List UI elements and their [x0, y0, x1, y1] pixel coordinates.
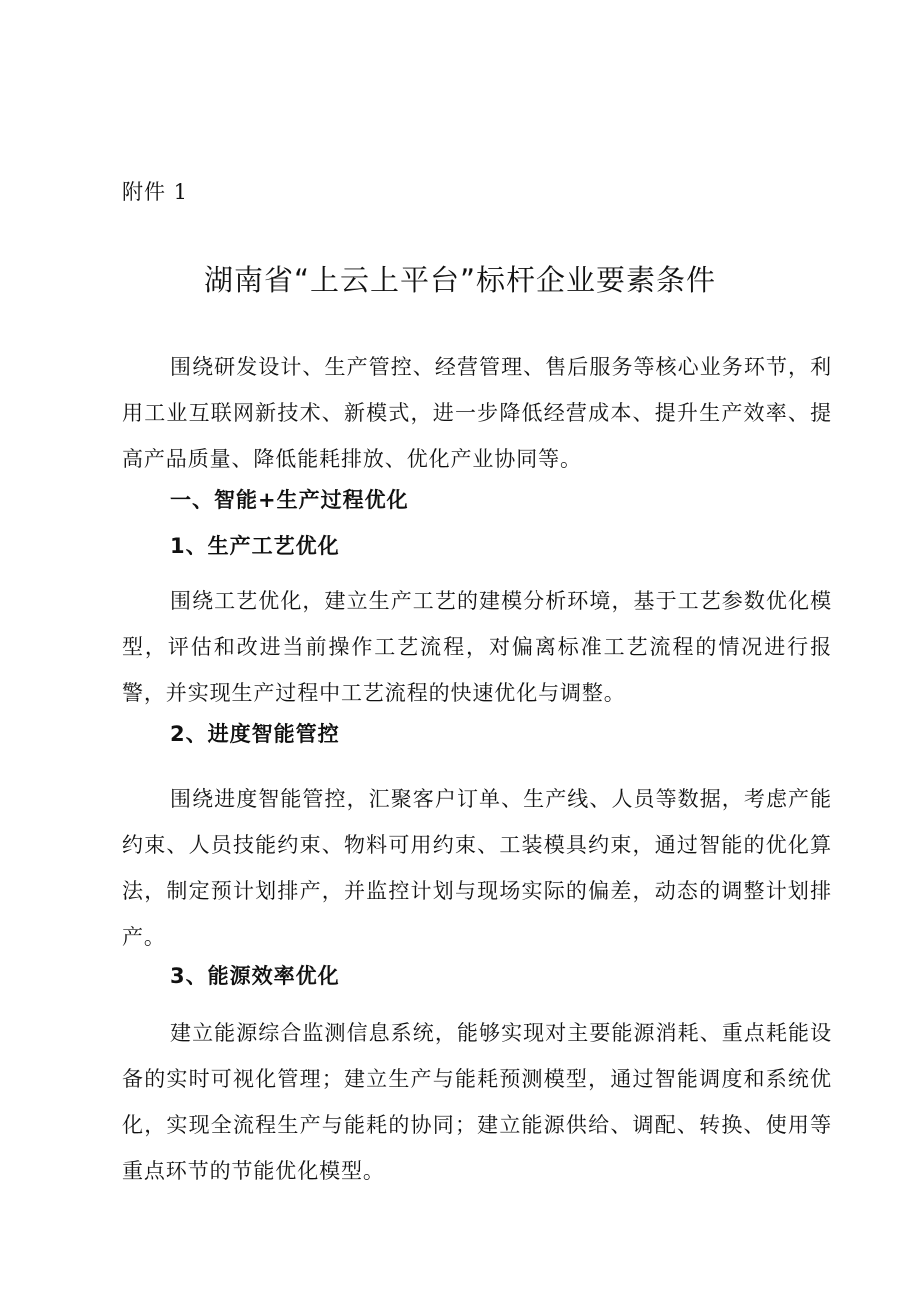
subsection-body-energy-efficiency: 建立能源综合监测信息系统，能够实现对主要能源消耗、重点耗能设备的实时可视化管理；建立生产与能耗预测模型，通过智能调度和系统优化，实现全流程生产与能耗的协同；建立能源供给、调配、转换、使用等重点环节的节能优化模型。 [122, 1021, 832, 1183]
attachment-label: 附件 1 [122, 180, 189, 204]
intro-paragraph: 围绕研发设计、生产管控、经营管理、售后服务等核心业务环节，利用工业互联网新技术、新模式，进一步降低经营成本、提升生产效率、提高产品质量、降低能耗排放、优化产业协同等。 [122, 355, 832, 471]
section-heading: 一、智能+生产过程优化 [170, 488, 409, 512]
subsection-body-process-optimization: 围绕工艺优化，建立生产工艺的建模分析环境，基于工艺参数优化模型，评估和改进当前操作工艺流程，对偏离标准工艺流程的情况进行报警，并实现生产过程中工艺流程的快速优化与调整。 [122, 589, 832, 705]
subsection-heading-energy-efficiency: 3、能源效率优化 [170, 964, 340, 988]
subsection-body-schedule-control: 围绕进度智能管控，汇聚客户订单、生产线、人员等数据，考虑产能约束、人员技能约束、物料可用约束、工装模具约束，通过智能的优化算法，制定预计划排产，并监控计划与现场实际的偏差，动态的调整计划排产。 [122, 787, 832, 949]
subsection-heading-schedule-control: 2、进度智能管控 [170, 722, 340, 746]
subsection-heading-process-optimization: 1、生产工艺优化 [170, 534, 340, 558]
document-title: 湖南省“上云上平台”标杆企业要素条件 [203, 263, 717, 297]
